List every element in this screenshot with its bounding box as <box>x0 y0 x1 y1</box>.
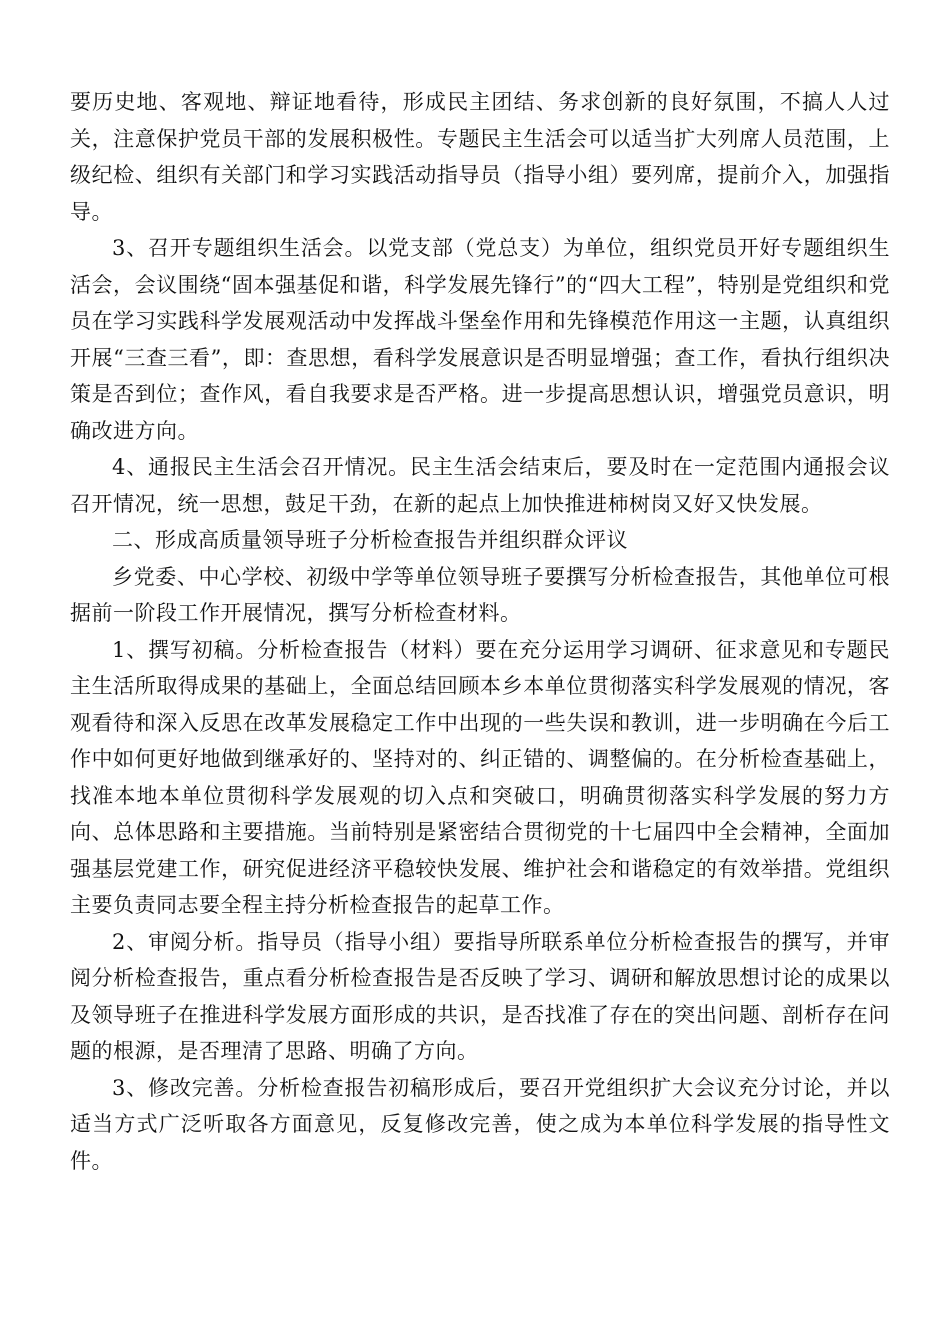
paragraph-item-2-review: 2、审阅分析。指导员（指导小组）要指导所联系单位分析检查报告的撰写，并审阅分析检查报告，重点看分析检查报告是否反映了学习、调研和解放思想讨论的成果以及领导班子在推进科学发展方面形成的共识，是否找准了存在的突出问题、剖析存在问题的根源，是否理清了思路、明确了方向。 <box>70 929 890 1063</box>
paragraph-continuation: 要历史地、客观地、辩证地看待，形成民主团结、务求创新的良好氛围，不搞人人过关，注意保护党员干部的发展积极性。专题民主生活会可以适当扩大列席人员范围，上级纪检、组织有关部门和学习实践活动指导员（指导小组）要列席，提前介入，加强指导。 <box>70 90 890 224</box>
paragraph-item-4-report-meeting: 4、通报民主生活会召开情况。民主生活会结束后，要及时在一定范围内通报会议召开情况，统一思想，鼓足干劲，在新的起点上加快推进柿树岗又好又快发展。 <box>70 455 890 516</box>
paragraph-item-3-organizational-meeting: 3、召开专题组织生活会。以党支部（党总支）为单位，组织党员开好专题组织生活会，会议围绕“固本强基促和谐，科学发展先锋行”的“四大工程”，特别是党组织和党员在学习实践科学发展观活动中发挥战斗堡垒作用和先锋模范作用这一主题，认真组织开展“三查三看”，即：查思想，看科学发展意识是否明显增强；查工作，看执行组织决策是否到位；查作风，看自我要求是否严格。进一步提高思想认识，增强党员意识，明确改进方向。 <box>70 236 890 443</box>
paragraph-item-1-draft: 1、撰写初稿。分析检查报告（材料）要在充分运用学习调研、征求意见和专题民主生活所取得成果的基础上，全面总结回顾本乡本单位贯彻落实科学发展观的情况，客观看待和深入反思在改革发展稳定工作中出现的一些失误和教训，进一步明确在今后工作中如何更好地做到继承好的、坚持对的、纠正错的、调整偏的。在分析检查基础上，找准本地本单位贯彻科学发展观的切入点和突破口，明确贯彻落实科学发展的努力方向、总体思路和主要措施。当前特别是紧密结合贯彻党的十七届四中全会精神，全面加强基层党建工作，研究促进经济平稳较快发展、维护社会和谐稳定的有效举措。党组织主要负责同志要全程主持分析检查报告的起草工作。 <box>70 637 890 917</box>
document-body <box>70 84 890 1179</box>
paragraph-item-3-revise: 3、修改完善。分析检查报告初稿形成后，要召开党组织扩大会议充分讨论，并以适当方式广泛听取各方面意见，反复修改完善，使之成为本单位科学发展的指导性文件。 <box>70 1075 890 1173</box>
section-heading-2: 二、形成高质量领导班子分析检查报告并组织群众评议 <box>112 528 628 552</box>
paragraph-section-intro: 乡党委、中心学校、初级中学等单位领导班子要撰写分析检查报告，其他单位可根据前一阶段工作开展情况，撰写分析检查材料。 <box>70 564 890 625</box>
